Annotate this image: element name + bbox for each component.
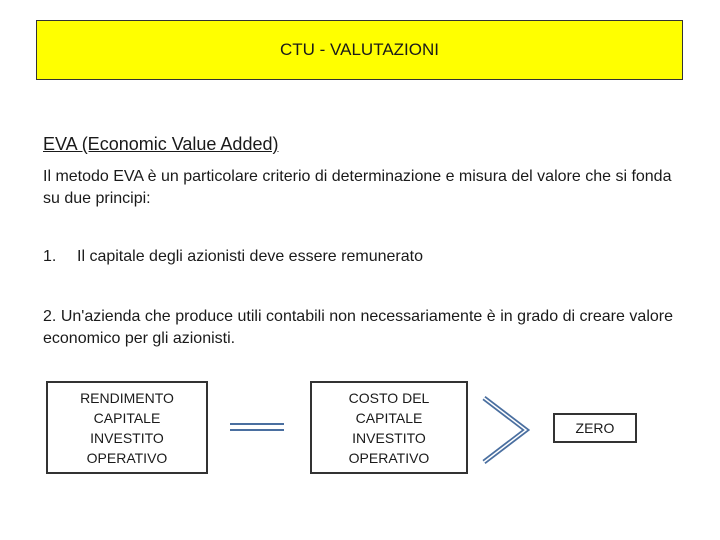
principle-text-1: Il capitale degli azionisti deve essere remunerato: [77, 248, 423, 265]
rendimento-box: [46, 381, 208, 474]
page-title: CTU - VALUTAZIONI: [280, 40, 439, 59]
costo-line-1: COSTO DEL: [348, 389, 430, 406]
principle-item-2: 2. Un'azienda che produce utili contabili non necessariamente è in grado di creare valore economico per gli azionisti.: [43, 308, 673, 347]
zero-box: [553, 413, 637, 443]
rendimento-line-3: INVESTITO: [90, 429, 164, 446]
costo-box: [310, 381, 468, 474]
minus-sign-icon: [230, 423, 284, 431]
costo-line-3: INVESTITO: [352, 429, 426, 446]
principle-item-1: [43, 248, 423, 266]
section-subtitle: EVA (Economic Value Added): [43, 134, 279, 154]
costo-line-4: OPERATIVO: [348, 449, 430, 466]
costo-line-2: CAPITALE: [355, 409, 423, 426]
rendimento-line-2: CAPITALE: [93, 409, 161, 426]
zero-label: ZERO: [575, 420, 615, 436]
principle-number-1: 1.: [43, 248, 57, 265]
intro-paragraph: Il metodo EVA è un particolare criterio di determinazione e misura del valore che si fonda su due principi:: [43, 168, 672, 207]
greater-than-icon: [480, 396, 530, 464]
rendimento-line-1: RENDIMENTO: [80, 389, 174, 406]
title-banner: [36, 20, 683, 80]
rendimento-line-4: OPERATIVO: [86, 449, 168, 466]
